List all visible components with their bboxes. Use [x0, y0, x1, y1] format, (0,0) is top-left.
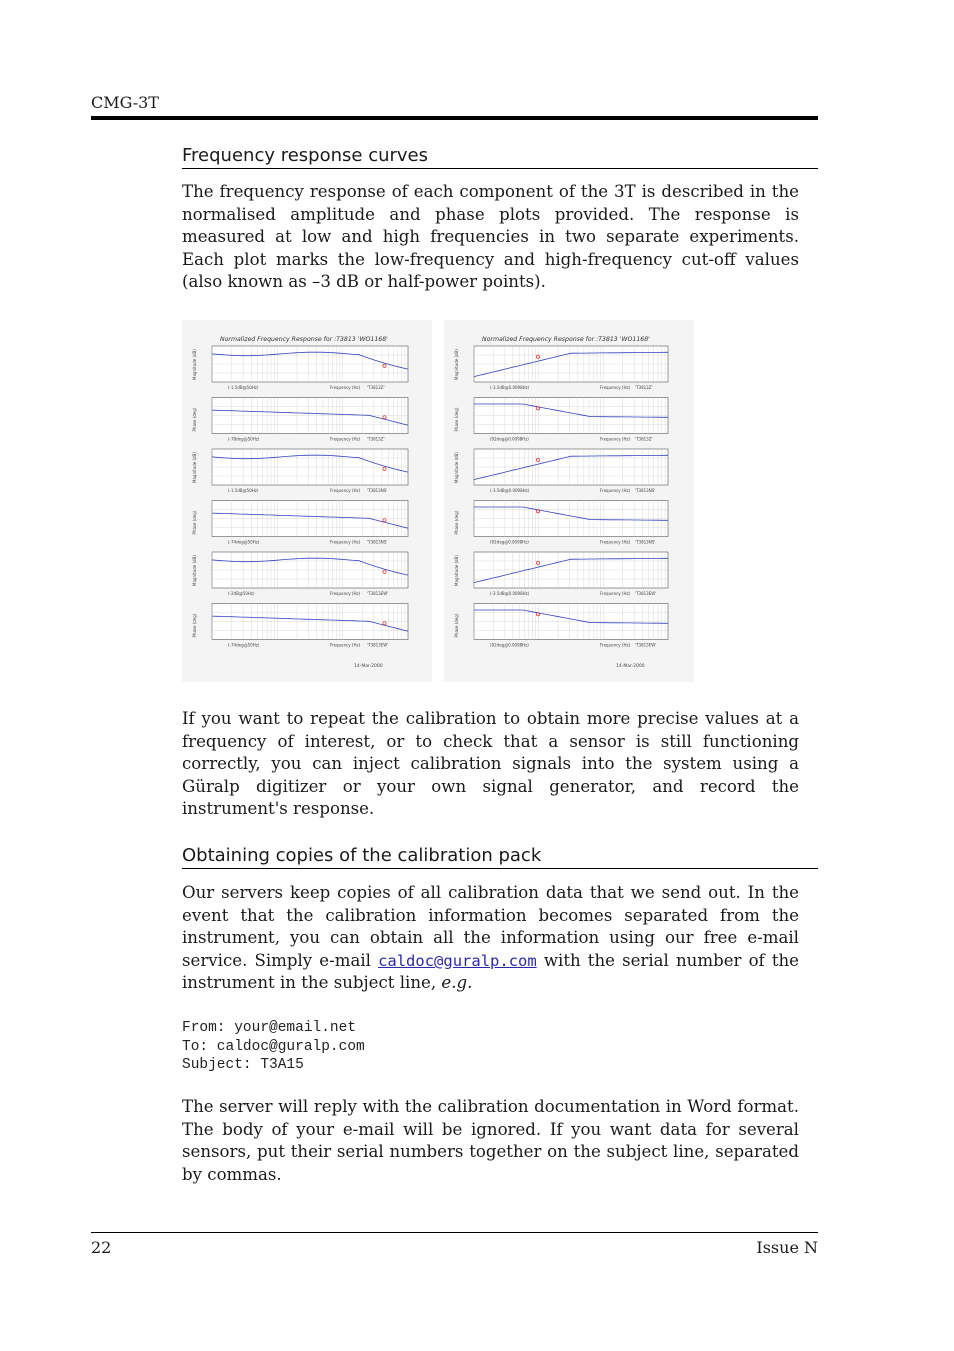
left-panel-5-y-label: Magnitude (dB)	[192, 555, 197, 586]
left-panel-1-cutoff-note: (-1.5dB@50Hz)	[228, 385, 259, 390]
email-example-block	[182, 1019, 365, 1075]
section-heading-frequency-response: Frequency response curves	[182, 145, 818, 169]
email-subject-line: Subject: T3A15	[182, 1057, 304, 1073]
left-panel-1-component: 'T3813Z'	[367, 385, 385, 390]
right-panel-3-freq-label: Frequency (Hz)	[600, 488, 631, 493]
right-panel-4-freq-label: Frequency (Hz)	[600, 539, 631, 545]
left-panel-2-freq-label: Frequency (Hz)	[330, 436, 361, 442]
left-panel-1-y-label: Magnitude (dB)	[192, 349, 197, 380]
left-panel-5-cutoff-note: (-2dB@50Hz)	[228, 591, 255, 596]
intro-paragraph: The frequency response of each component of the 3T is described in the normalised amplitude and phase plots provided. The response is measured at low and high frequencies in two separate experiments. Each plot marks the low-frequency and high-frequency cut-off values (also known as –3 dB or half-power points).	[182, 182, 799, 292]
left-panel-2-y-label: Phase (deg)	[192, 407, 197, 432]
servers-text-b: with the serial number of the instrument in the subject line,	[182, 950, 799, 993]
right-panel-6-freq-label: Frequency (Hz)	[600, 642, 631, 648]
frequency-response-figure	[182, 320, 694, 682]
right-panel-6-component: 'T3813EW'	[635, 642, 657, 648]
left-panel-2-cutoff-note: (-78deg@50Hz)	[228, 436, 260, 442]
calibration-repeat-paragraph: If you want to repeat the calibration to obtain more precise values at a frequency of interest, or to check that a sensor is still functioning correctly, you can inject calibration signals into the system using a Güralp digitizer or your own signal generator, and record the instrument's response.	[182, 709, 799, 819]
left-panel-3-freq-label: Frequency (Hz)	[330, 488, 361, 493]
document-header-title: CMG-3T	[91, 93, 159, 112]
figure-right-title: Normalized Frequency Response for :T3813 'WO1168'	[482, 336, 650, 343]
page-number: 22	[91, 1238, 112, 1257]
left-panel-4-cutoff-note: (-74deg@50Hz)	[228, 539, 260, 545]
right-panel-5-component: 'T3813EW'	[635, 591, 657, 596]
right-panel-3-component: 'T3813NS'	[635, 488, 656, 493]
right-panel-1-cutoff-note: (-3.5dB@0.0098Hz)	[490, 385, 530, 390]
left-panel-6-cutoff-note: (-74deg@50Hz)	[228, 642, 260, 648]
right-panel-4-cutoff-note: (92deg@0.0098Hz)	[490, 539, 529, 545]
left-panel-4-y-label: Phase (deg)	[192, 510, 197, 535]
left-panel-4-component: 'T3813NS'	[367, 539, 388, 545]
email-from-line: From: your@email.net	[182, 1020, 357, 1036]
server-reply-paragraph: The server will reply with the calibration documentation in Word format. The body of your e-mail will be ignored. If you want data for several sensors, put their serial numbers together on the subject line, separated by commas.	[182, 1097, 799, 1184]
left-panel-3-y-label: Magnitude (dB)	[192, 452, 197, 483]
issue-label: Issue N	[756, 1238, 818, 1257]
left-panel-3-component: 'T3813NS'	[367, 488, 388, 493]
right-panel-3-y-label: Magnitude (dB)	[454, 452, 459, 483]
right-panel-2-cutoff-note: (92deg@0.0098Hz)	[490, 436, 529, 442]
header-rule	[91, 116, 818, 120]
left-panel-5-freq-label: Frequency (Hz)	[330, 591, 361, 596]
right-panel-5-y-label: Magnitude (dB)	[454, 555, 459, 586]
right-panel-6-cutoff-note: (92deg@0.0098Hz)	[490, 642, 529, 648]
left-panel-5-component: 'T3813EW'	[367, 591, 389, 596]
footer-rule	[91, 1232, 818, 1233]
right-panel-6-y-label: Phase (deg)	[454, 613, 459, 638]
right-panel-3-cutoff-note: (-3.5dB@0.0098Hz)	[490, 488, 530, 493]
left-panel-3-cutoff-note: (-1.5dB@50Hz)	[228, 488, 259, 493]
servers-text-a: Our servers keep copies of all calibration data that we send out. In the event that the calibration information becomes separated from the instrument, you can obtain all the information using our free e-mail service. Simply e-mail	[182, 883, 799, 970]
figure-left-date: 14-Mar-2000	[354, 664, 383, 669]
left-panel-1-freq-label: Frequency (Hz)	[330, 385, 361, 390]
right-panel-5-freq-label: Frequency (Hz)	[600, 591, 631, 596]
right-panel-2-y-label: Phase (deg)	[454, 407, 459, 432]
figure-left-title: Normalized Frequency Response for :T3813 'WO1168'	[220, 336, 388, 343]
section-heading-calibration-pack: Obtaining copies of the calibration pack	[182, 845, 818, 869]
right-panel-5-cutoff-note: (-3.5dB@0.0098Hz)	[490, 591, 530, 596]
left-panel-2-component: 'T3813Z'	[367, 436, 385, 442]
servers-paragraph	[182, 882, 799, 995]
right-panel-2-freq-label: Frequency (Hz)	[600, 436, 631, 442]
right-panel-4-component: 'T3813NS'	[635, 539, 656, 545]
right-panel-1-freq-label: Frequency (Hz)	[600, 385, 631, 390]
left-panel-6-y-label: Phase (deg)	[192, 613, 197, 638]
right-panel-2-component: 'T3813Z'	[635, 436, 653, 442]
right-panel-1-y-label: Magnitude (dB)	[454, 349, 459, 380]
right-panel-1-component: 'T3813Z'	[635, 385, 653, 390]
left-panel-6-component: 'T3813EW'	[367, 642, 389, 648]
figure-right-date: 14-Mar-2000	[616, 664, 645, 669]
left-panel-4-freq-label: Frequency (Hz)	[330, 539, 361, 545]
email-to-line: To: caldoc@guralp.com	[182, 1038, 365, 1055]
left-panel-6-freq-label: Frequency (Hz)	[330, 642, 361, 648]
eg-abbrev: e.g.	[441, 973, 473, 993]
right-panel-4-y-label: Phase (deg)	[454, 510, 459, 535]
caldoc-email-link[interactable]: caldoc@guralp.com	[378, 951, 537, 970]
